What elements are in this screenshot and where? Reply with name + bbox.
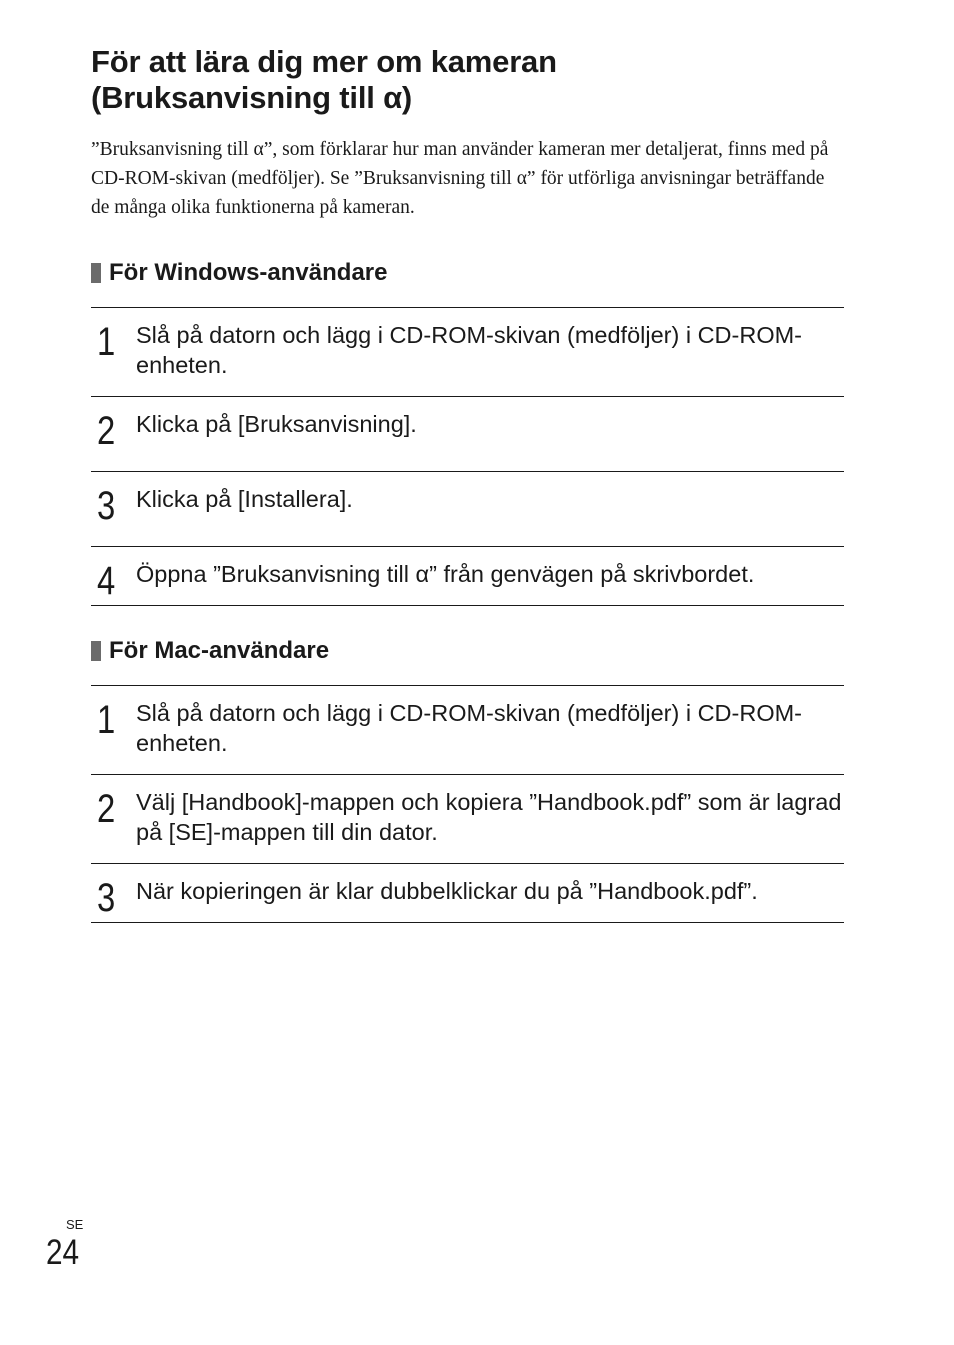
mac-step-1: [91, 686, 844, 775]
windows-steps: [91, 307, 844, 606]
mac-step-3: [91, 864, 844, 923]
step-text: Slå på datorn och lägg i CD-ROM-skivan (medföljer) i CD-ROM-enheten.: [136, 700, 803, 756]
mac-step-2: [91, 775, 844, 864]
page-title: [91, 44, 844, 116]
step-number: 3: [97, 876, 115, 920]
windows-step-3: [91, 472, 844, 547]
title-line-1: För att lära dig mer om kameran: [91, 44, 557, 79]
windows-step-1: [91, 308, 844, 397]
step-text: Klicka på [Bruksanvisning].: [136, 411, 417, 437]
step-text: När kopieringen är klar dubbelklickar du på ”Handbook.pdf”.: [136, 878, 758, 904]
mac-steps: [91, 685, 844, 923]
mac-heading-text: För Mac-användare: [109, 637, 330, 664]
step-text: Välj [Handbook]-mappen och kopiera ”Handbook.pdf” som är lagrad på [SE]-mappen till din dator.: [136, 789, 842, 845]
section-marker-icon: [91, 641, 101, 661]
section-marker-icon: [91, 263, 101, 283]
step-number: 1: [97, 698, 115, 742]
step-number: 2: [97, 787, 115, 831]
page-number: 24: [46, 1233, 80, 1272]
step-number: 1: [97, 320, 115, 364]
step-number: 3: [97, 484, 115, 528]
windows-step-2: [91, 397, 844, 472]
windows-section-heading: [91, 258, 844, 288]
title-line-2: (Bruksanvisning till α): [91, 80, 413, 115]
mac-section-heading: [91, 636, 844, 666]
windows-step-4: [91, 547, 844, 606]
step-number: 4: [97, 559, 115, 603]
windows-heading-text: För Windows-användare: [109, 259, 388, 286]
manual-page: [91, 44, 844, 923]
intro-paragraph: ”Bruksanvisning till α”, som förklarar hur man använder kameran mer detaljerat, finns med på CD-ROM-skivan (medföljer). Se ”Bruksanvisning till α” för utförliga anvisningar beträffande de många olika funktionerna på kameran.: [91, 139, 829, 218]
step-text: Klicka på [Installera].: [136, 486, 353, 512]
step-number: 2: [97, 409, 115, 453]
language-code: SE: [66, 1217, 84, 1232]
step-text: Öppna ”Bruksanvisning till α” från genvägen på skrivbordet.: [136, 561, 755, 587]
step-text: Slå på datorn och lägg i CD-ROM-skivan (medföljer) i CD-ROM-enheten.: [136, 322, 803, 378]
